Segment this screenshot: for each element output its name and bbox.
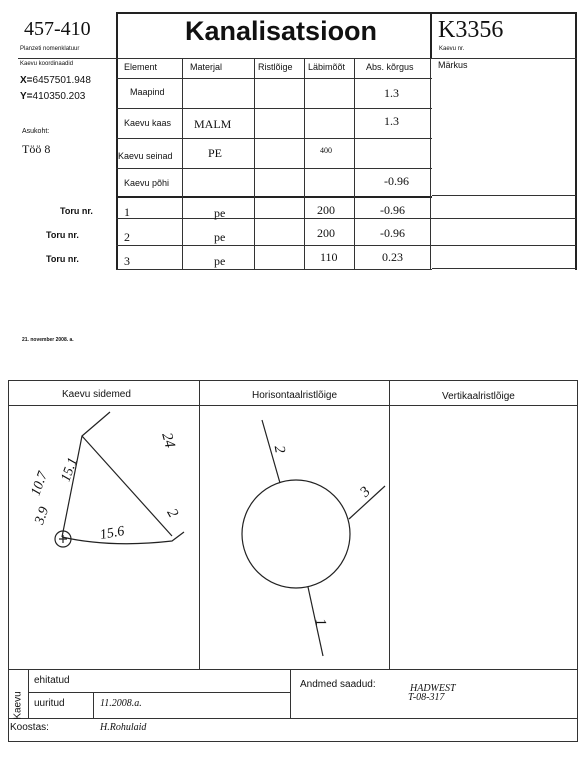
pipe-label: Toru nr.: [46, 230, 79, 240]
sketch-col-sidemed: Kaevu sidemed: [62, 389, 131, 400]
col-note: Märkus: [438, 60, 468, 70]
document-date: 21. november 2008. a.: [22, 337, 74, 343]
row-element: Kaevu põhi: [124, 178, 170, 188]
row-height: -0.96: [384, 174, 409, 188]
page-title: Kanalisatsioon: [185, 16, 378, 46]
annotation: 3.9: [32, 505, 53, 527]
coords-label: Kaevu koordinaadid: [20, 61, 74, 67]
plan-number: 457-410: [24, 18, 91, 40]
annotation: 3: [357, 483, 374, 501]
pipe-material: pe: [214, 206, 226, 220]
row-height: 1.3: [384, 86, 399, 100]
plan-label: Planzeti nomenklatuur: [20, 46, 80, 52]
coord-x: [20, 75, 91, 86]
note-col-line-2: [432, 218, 576, 219]
pipe-label: Toru nr.: [46, 254, 79, 264]
well-id: K3356: [438, 17, 504, 43]
sketch-col-vertical: Vertikaalristlõige: [442, 391, 515, 402]
sketch-frame: [8, 380, 578, 670]
pipe-height: 0.23: [382, 250, 403, 264]
row-element: Maapind: [130, 87, 165, 97]
footer-andmed-value2: T-08-317: [408, 692, 445, 703]
pipe-diameter: 200: [317, 203, 335, 217]
pipe-label: Toru nr.: [60, 206, 93, 216]
pipe-diameter: 200: [317, 226, 335, 240]
row-material: MALM: [194, 117, 232, 131]
pipe-nr: 1: [124, 205, 130, 219]
annotation: 2: [163, 506, 181, 521]
pipe-nr: 3: [124, 254, 130, 268]
annotation: 24: [158, 431, 178, 450]
pipe-diameter: 110: [320, 250, 338, 264]
footer-uuritud-label: uuritud: [34, 698, 65, 709]
footer-frame: [8, 670, 578, 742]
row-height: 1.3: [384, 114, 399, 128]
col-diameter: Läbimõõt: [308, 62, 346, 72]
footer-koostas-value: H.Rohulaid: [100, 722, 147, 733]
footer-andmed-value1: HADWEST: [410, 683, 456, 694]
annotation: 10.7: [28, 469, 52, 498]
location-value: Töö 8: [22, 142, 51, 156]
footer-ehitatud-label: ehitatud: [34, 675, 70, 686]
well-id-label: Kaevu nr.: [439, 46, 465, 52]
pipe-nr: 2: [124, 230, 130, 244]
col-height: Abs. kõrgus: [366, 62, 414, 72]
pipe-material: pe: [214, 230, 226, 244]
footer-uuritud-value: 11.2008.a.: [100, 698, 142, 709]
footer-koostas-label: Koostas:: [10, 722, 49, 733]
pipe-height: -0.96: [380, 226, 405, 240]
row-element: Kaevu seinad: [118, 151, 173, 161]
col-element: Element: [124, 62, 158, 72]
location-label: Asukoht:: [22, 128, 50, 135]
coord-y: [20, 91, 85, 102]
coord-y-label: Y=: [20, 91, 33, 102]
col-material: Materjal: [190, 62, 223, 72]
coord-y-value: 410350.203: [32, 91, 86, 102]
row-material: PE: [208, 146, 223, 160]
annotation: 2: [270, 444, 288, 455]
footer-andmed-label: Andmed saadud:: [300, 679, 376, 690]
note-col-line-3: [432, 245, 576, 246]
annotation: 15.6: [98, 523, 126, 544]
footer-kaevu: Kaevu: [12, 691, 24, 720]
pipe-height: -0.96: [380, 203, 405, 217]
row-element: Kaevu kaas: [124, 118, 172, 128]
sketch-col-horizontal: Horisontaalristlõige: [252, 390, 338, 401]
annotation: 1: [311, 617, 329, 628]
coord-x-value: 6457501.948: [32, 75, 91, 86]
annotation: 15.1: [58, 455, 82, 484]
col-section: Ristlõige: [258, 62, 293, 72]
pipe-material: pe: [214, 254, 226, 268]
row-diameter: 400: [320, 146, 332, 155]
coord-x-label: X=: [20, 75, 33, 86]
note-col-line-4: [432, 268, 576, 269]
note-col-line-1: [432, 195, 576, 196]
